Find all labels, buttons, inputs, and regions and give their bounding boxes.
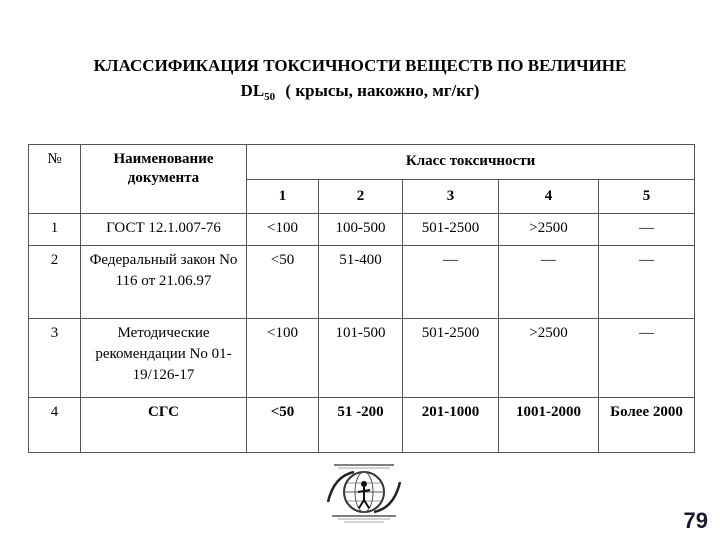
header-class-3: 3 [403, 179, 499, 214]
header-number: № [29, 145, 81, 214]
class-value: Более 2000 [599, 398, 695, 453]
row-number: 4 [29, 398, 81, 453]
class-value: 51 -200 [319, 398, 403, 453]
class-value: 51-400 [319, 246, 403, 319]
class-value: >2500 [499, 214, 599, 246]
table-row [29, 398, 695, 453]
header-class-4: 4 [499, 179, 599, 214]
header-toxicity-class: Класс токсичности [247, 145, 695, 180]
class-value: — [499, 246, 599, 319]
class-value: 101-500 [319, 319, 403, 398]
dl-subscript: 50 [264, 91, 276, 103]
page-number: 79 [683, 508, 708, 533]
table-row [29, 246, 695, 319]
class-value: 100-500 [319, 214, 403, 246]
document-name: ГОСТ 12.1.007-76 [81, 214, 247, 246]
class-value: 201-1000 [403, 398, 499, 453]
row-number: 1 [29, 214, 81, 246]
page-subtitle [0, 80, 720, 108]
class-value: 501-2500 [403, 214, 499, 246]
class-value: — [403, 246, 499, 319]
table-row [29, 214, 695, 246]
header-document-name: Наименование документа [81, 145, 247, 214]
class-value: 1001-2000 [499, 398, 599, 453]
class-value: <100 [247, 214, 319, 246]
document-name: Методические рекомендации No 01-19/126-17 [81, 319, 247, 398]
row-number: 3 [29, 319, 81, 398]
organization-globe-logo-icon [320, 462, 408, 524]
subtitle-conditions: ( крысы, накожно, мг/кг) [285, 81, 480, 100]
table-header-row [29, 145, 695, 180]
class-value: <50 [247, 246, 319, 319]
document-name: Федеральный закон No 116 от 21.06.97 [81, 246, 247, 319]
table-row [29, 319, 695, 398]
class-value: — [599, 214, 695, 246]
class-value: — [599, 319, 695, 398]
page-title: КЛАССИФИКАЦИЯ ТОКСИЧНОСТИ ВЕЩЕСТВ ПО ВЕЛИЧИНЕ [93, 56, 627, 75]
class-value: <50 [247, 398, 319, 453]
class-value: <100 [247, 319, 319, 398]
class-value: >2500 [499, 319, 599, 398]
toxicity-classification-table [28, 144, 695, 453]
header-class-1: 1 [247, 179, 319, 214]
document-name: СГС [81, 398, 247, 453]
class-value: — [599, 246, 695, 319]
row-number: 2 [29, 246, 81, 319]
dl-symbol: DL [240, 81, 265, 100]
class-value: 501-2500 [403, 319, 499, 398]
header-class-2: 2 [319, 179, 403, 214]
header-class-5: 5 [599, 179, 695, 214]
